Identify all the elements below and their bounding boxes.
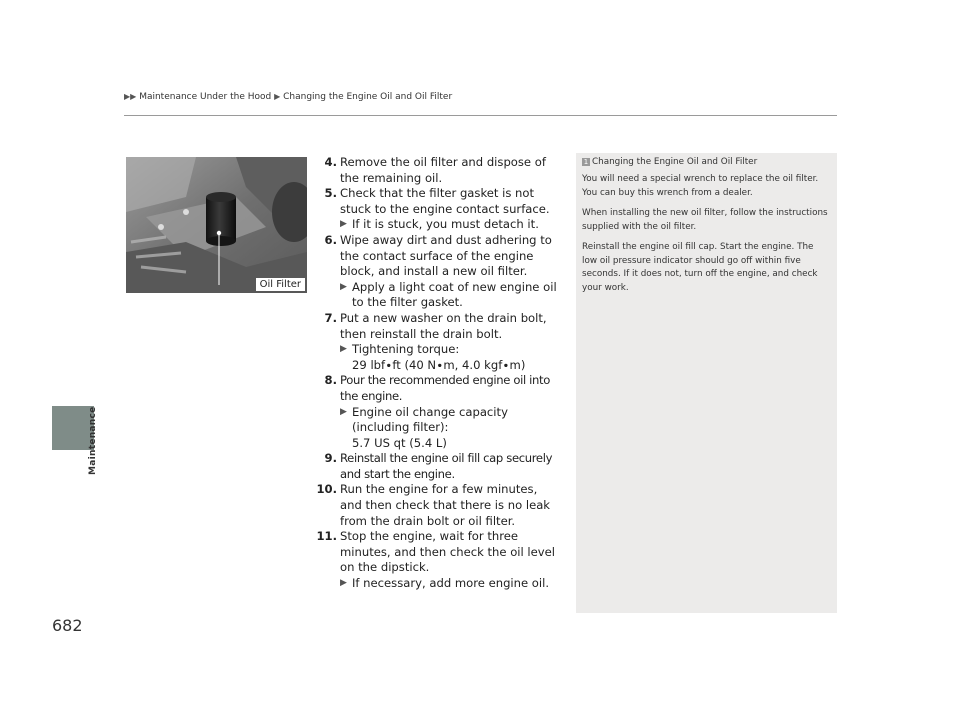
step-8: 8. Pour the recommended engine oil into the engine. ▶ Engine oil change capacity (including filter): 5.7 US qt (5.4 L): [308, 373, 562, 451]
arrow-icon: ▶: [340, 578, 347, 589]
header-divider: [124, 115, 837, 116]
oil-filter-photo: [126, 157, 307, 293]
step-11-note: ▶ If necessary, add more engine oil.: [340, 576, 550, 591]
oil-filter-callout: Oil Filter: [256, 278, 305, 291]
notes-body: [582, 173, 830, 302]
page-number: 682: [52, 616, 83, 635]
step-5-note: ▶ If it is stuck, you must detach it.: [340, 217, 539, 232]
arrow-icon: ▶: [340, 219, 347, 230]
step-11: 11. Stop the engine, wait for three minutes, and then check the oil level on the dipstick. ▶ If necessary, add more engine oil.: [308, 529, 562, 591]
breadcrumb: [124, 92, 452, 102]
breadcrumb-topic[interactable]: Changing the Engine Oil and Oil Filter: [283, 92, 453, 102]
step-9: 9. Reinstall the engine oil fill cap securely and start the engine.: [324, 451, 553, 481]
note-paragraph: Reinstall the engine oil fill cap. Start the engine. The low oil pressure indicator should go off within five seconds. If it does not, turn off the engine, and check your work.: [582, 242, 818, 293]
arrow-icon: ▶: [340, 406, 347, 417]
arrow-icon: ▶: [274, 92, 281, 101]
step-10: 10. Run the engine for a few minutes, and then check that there is no leak from the drain bolt or oil filter.: [316, 482, 551, 528]
step-7-note: ▶ Tightening torque: 29 lbf∙ft (40 N∙m, 4.0 kgf∙m): [340, 342, 526, 372]
reference-icon: 1: [583, 158, 589, 166]
engine-illustration: [126, 157, 307, 293]
breadcrumb-section[interactable]: Maintenance Under the Hood: [139, 92, 272, 102]
arrow-icon: ▶: [340, 281, 347, 292]
notes-panel: [576, 153, 837, 613]
step-6-note: ▶ Apply a light coat of new engine oil to the filter gasket.: [340, 279, 557, 310]
arrow-icon: ▶: [340, 344, 347, 355]
section-label: Maintenance: [88, 406, 98, 475]
step-6: 6. Wipe away dirt and dust adhering to the contact surface of the engine block, and install a new oil filter. ▶ Apply a light coat of new engine oil to the filter gasket.: [308, 233, 562, 311]
double-arrow-icon: ▶▶: [124, 92, 137, 101]
note-paragraph: You will need a special wrench to replace the oil filter. You can buy this wrench from a dealer.: [582, 174, 819, 198]
step-8-note: ▶ Engine oil change capacity (including filter): 5.7 US qt (5.4 L): [340, 404, 508, 450]
note-paragraph: When installing the new oil filter, follow the instructions supplied with the oil filter.: [582, 208, 828, 232]
step-5: 5. Check that the filter gasket is not stuck to the engine contact surface. ▶ If it is stuck, you must detach it.: [308, 186, 562, 233]
notes-title: 1 Changing the Engine Oil and Oil Filter: [583, 157, 758, 167]
step-4: 4. Remove the oil filter and dispose of the remaining oil.: [324, 155, 546, 185]
procedure-steps: [308, 155, 562, 592]
step-7: 7. Put a new washer on the drain bolt, then reinstall the drain bolt. ▶ Tightening torque: 29 lbf∙ft (40 N∙m, 4.0 kgf∙m): [308, 311, 562, 373]
